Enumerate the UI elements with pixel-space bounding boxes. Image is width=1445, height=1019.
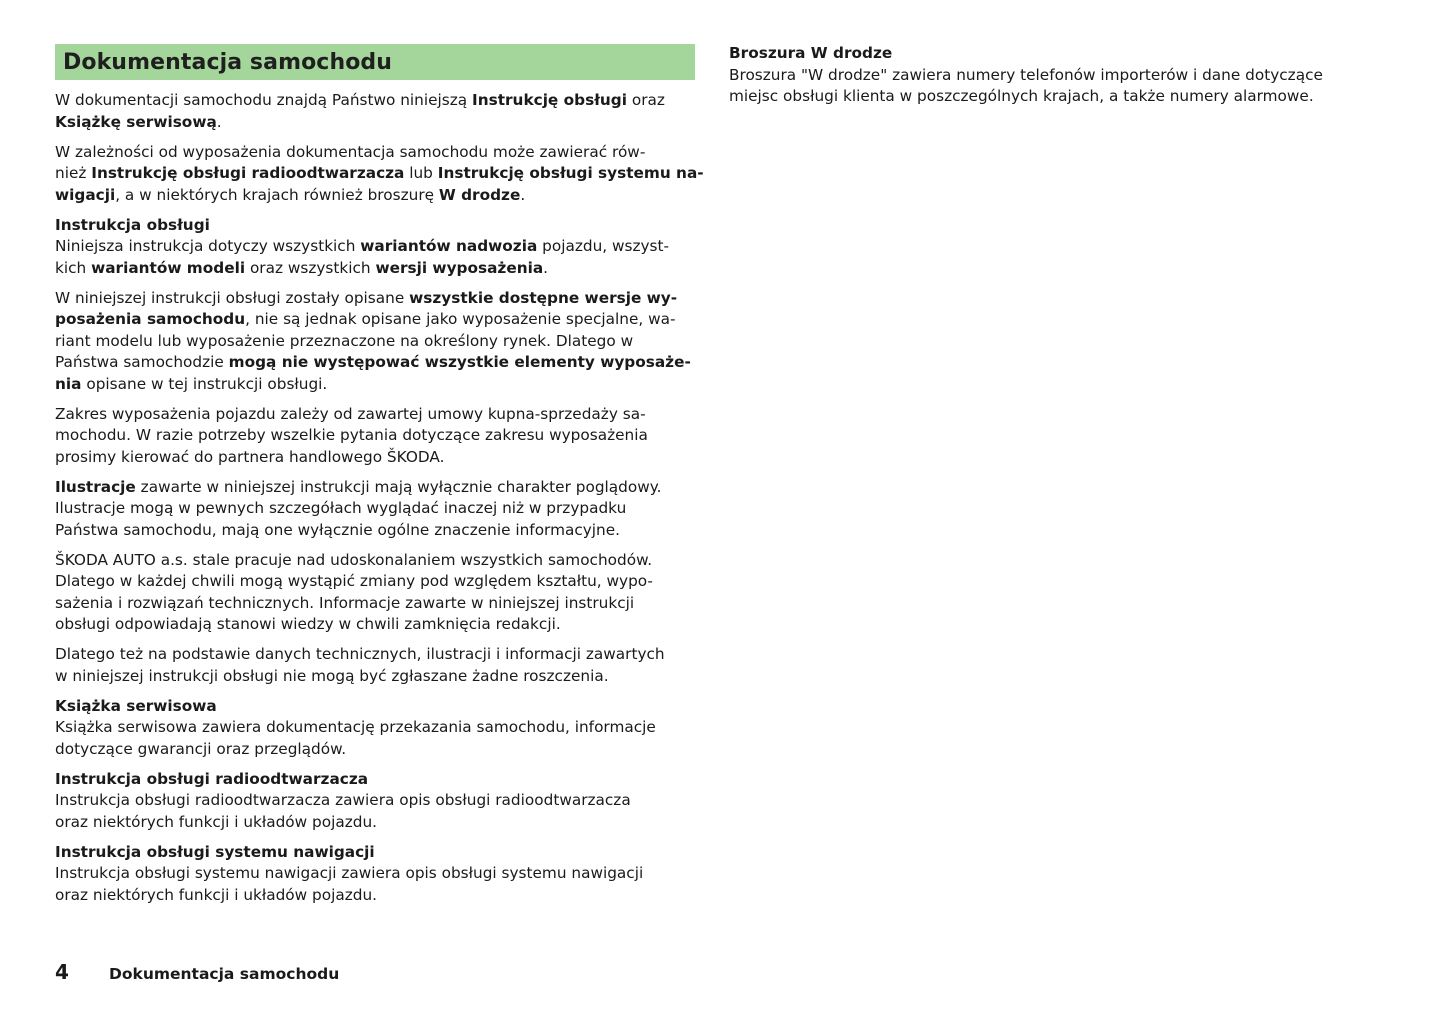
text-run: . — [520, 185, 526, 204]
bold-term: Instrukcję obsługi radioodtwarzacza — [91, 164, 405, 182]
instrukcja-paragraph-1 — [55, 215, 695, 280]
text-run: kich — [55, 258, 92, 277]
subheading-ksiazka: Książka serwisowa — [55, 696, 217, 715]
text-run: W dokumentacji samochodu znajdą Państwo niniejszą — [55, 91, 473, 109]
text-run: oraz wszystkich — [245, 258, 376, 277]
text-run: opisane w tej instrukcji obsługi. — [81, 374, 328, 393]
text-line: Dlatego w każdej chwili mogą wystąpić zmiany pod względem kształtu, wypo- — [55, 572, 653, 590]
radio-paragraph — [55, 769, 695, 834]
instrukcja-paragraph-3 — [55, 404, 695, 469]
section-header — [55, 44, 695, 80]
text-line: oraz niektórych funkcji i układów pojazdu. — [55, 885, 378, 904]
text-line: Instrukcja obsługi systemu nawigacji zawiera opis obsługi systemu nawigacji — [55, 864, 644, 882]
bold-term: wersji wyposażenia — [375, 258, 544, 277]
bold-term: Ilustracje — [55, 477, 136, 496]
text-line: Zakres wyposażenia pojazdu zależy od zawartej umowy kupna-sprzedaży sa- — [55, 404, 646, 423]
footer-title: Dokumentacja samochodu — [109, 965, 340, 983]
bold-term: Książkę serwisową — [55, 112, 217, 131]
text-line: oraz niektórych funkcji i układów pojazdu. — [55, 812, 378, 831]
text-run: . — [543, 258, 549, 277]
bold-term: wigacji — [55, 185, 116, 204]
instrukcja-paragraph-5 — [55, 550, 695, 636]
text-run: Państwa samochodzie — [55, 353, 229, 371]
text-run: lub — [404, 164, 438, 182]
instrukcja-paragraph-4 — [55, 477, 695, 542]
text-line: Instrukcja obsługi radioodtwarzacza zawiera opis obsługi radioodtwarzacza — [55, 791, 631, 809]
right-column — [729, 43, 1379, 116]
text-line: Książka serwisowa zawiera dokumentację przekazania samochodu, informacje — [55, 718, 656, 736]
text-run: pojazdu, wszyst- — [537, 237, 670, 255]
text-line: Ilustracje mogą w pewnych szczegółach wyglądać inaczej niż w przypadku — [55, 499, 627, 517]
bold-term: wszystkie dostępne wersje wy- — [409, 288, 678, 307]
broszura-paragraph — [729, 43, 1379, 108]
bold-term: nia — [55, 374, 82, 393]
text-line: Broszura "W drodze" zawiera numery telefonów importerów i dane dotyczące — [729, 65, 1323, 84]
text-run: . — [216, 112, 222, 131]
text-line: riant modelu lub wyposażenie przeznaczone na określony rynek. Dlatego w — [55, 331, 634, 350]
intro-paragraph-2 — [55, 142, 704, 207]
instrukcja-paragraph-6 — [55, 644, 695, 687]
text-line: W zależności od wyposażenia dokumentacja samochodu może zawierać rów- — [55, 142, 646, 161]
text-run: , a w niektórych krajach również broszurę — [115, 185, 439, 204]
subheading-broszura: Broszura W drodze — [729, 44, 893, 62]
bold-term: mogą nie występować wszystkie elementy wyposaże- — [228, 353, 691, 371]
bold-term: posażenia samochodu — [55, 310, 246, 328]
text-line: sażenia i rozwiązań technicznych. Informacje zawarte w niniejszej instrukcji — [55, 593, 635, 612]
text-line: obsługi odpowiadają stanowi wiedzy w chwili zamknięcia redakcji. — [55, 615, 561, 633]
text-run: oraz — [626, 91, 665, 109]
subheading-nawigacja: Instrukcja obsługi systemu nawigacji — [55, 842, 375, 861]
page-number: 4 — [55, 960, 69, 984]
bold-term: wariantów modeli — [91, 258, 246, 277]
text-line: dotyczące gwarancji oraz przeglądów. — [55, 739, 347, 758]
page-title: Dokumentacja samochodu — [63, 49, 393, 75]
text-line: prosimy kierować do partnera handlowego ŠKODA. — [55, 447, 445, 466]
text-run: W niniejszej instrukcji obsługi zostały opisane — [55, 288, 410, 307]
text-line: mochodu. W razie potrzeby wszelkie pytania dotyczące zakresu wyposażenia — [55, 426, 648, 444]
nawigacja-paragraph — [55, 842, 695, 907]
text-line: miejsc obsługi klienta w poszczególnych krajach, a także numery alarmowe. — [729, 87, 1314, 105]
bold-term: Instrukcję obsługi systemu na- — [437, 164, 704, 182]
text-run: nież — [55, 164, 92, 182]
bold-term: wariantów nadwozia — [360, 237, 538, 255]
text-line: Dlatego też na podstawie danych technicznych, ilustracji i informacji zawartych — [55, 645, 665, 663]
intro-paragraph-1 — [55, 90, 695, 133]
bold-term: W drodze — [438, 185, 521, 204]
instrukcja-paragraph-2 — [55, 288, 695, 396]
text-line: ŠKODA AUTO a.s. stale pracuje nad udoskonalaniem wszystkich samochodów. — [55, 550, 653, 569]
left-column — [55, 44, 704, 915]
page-footer — [55, 960, 339, 984]
subheading-radio: Instrukcja obsługi radioodtwarzacza — [55, 769, 369, 788]
bold-term: Instrukcję obsługi — [472, 91, 627, 109]
subheading-instrukcja: Instrukcja obsługi — [55, 215, 210, 234]
text-line: Państwa samochodu, mają one wyłącznie ogólne znaczenie informacyjne. — [55, 520, 621, 539]
text-run: , nie są jednak opisane jako wyposażenie specjalne, wa- — [245, 310, 676, 328]
text-run: Niniejsza instrukcja dotyczy wszystkich — [55, 237, 361, 255]
text-line: w niniejszej instrukcji obsługi nie mogą być zgłaszane żadne roszczenia. — [55, 666, 609, 685]
text-run: zawarte w niniejszej instrukcji mają wyłącznie charakter poglądowy. — [135, 477, 662, 496]
ksiazka-paragraph — [55, 696, 695, 761]
